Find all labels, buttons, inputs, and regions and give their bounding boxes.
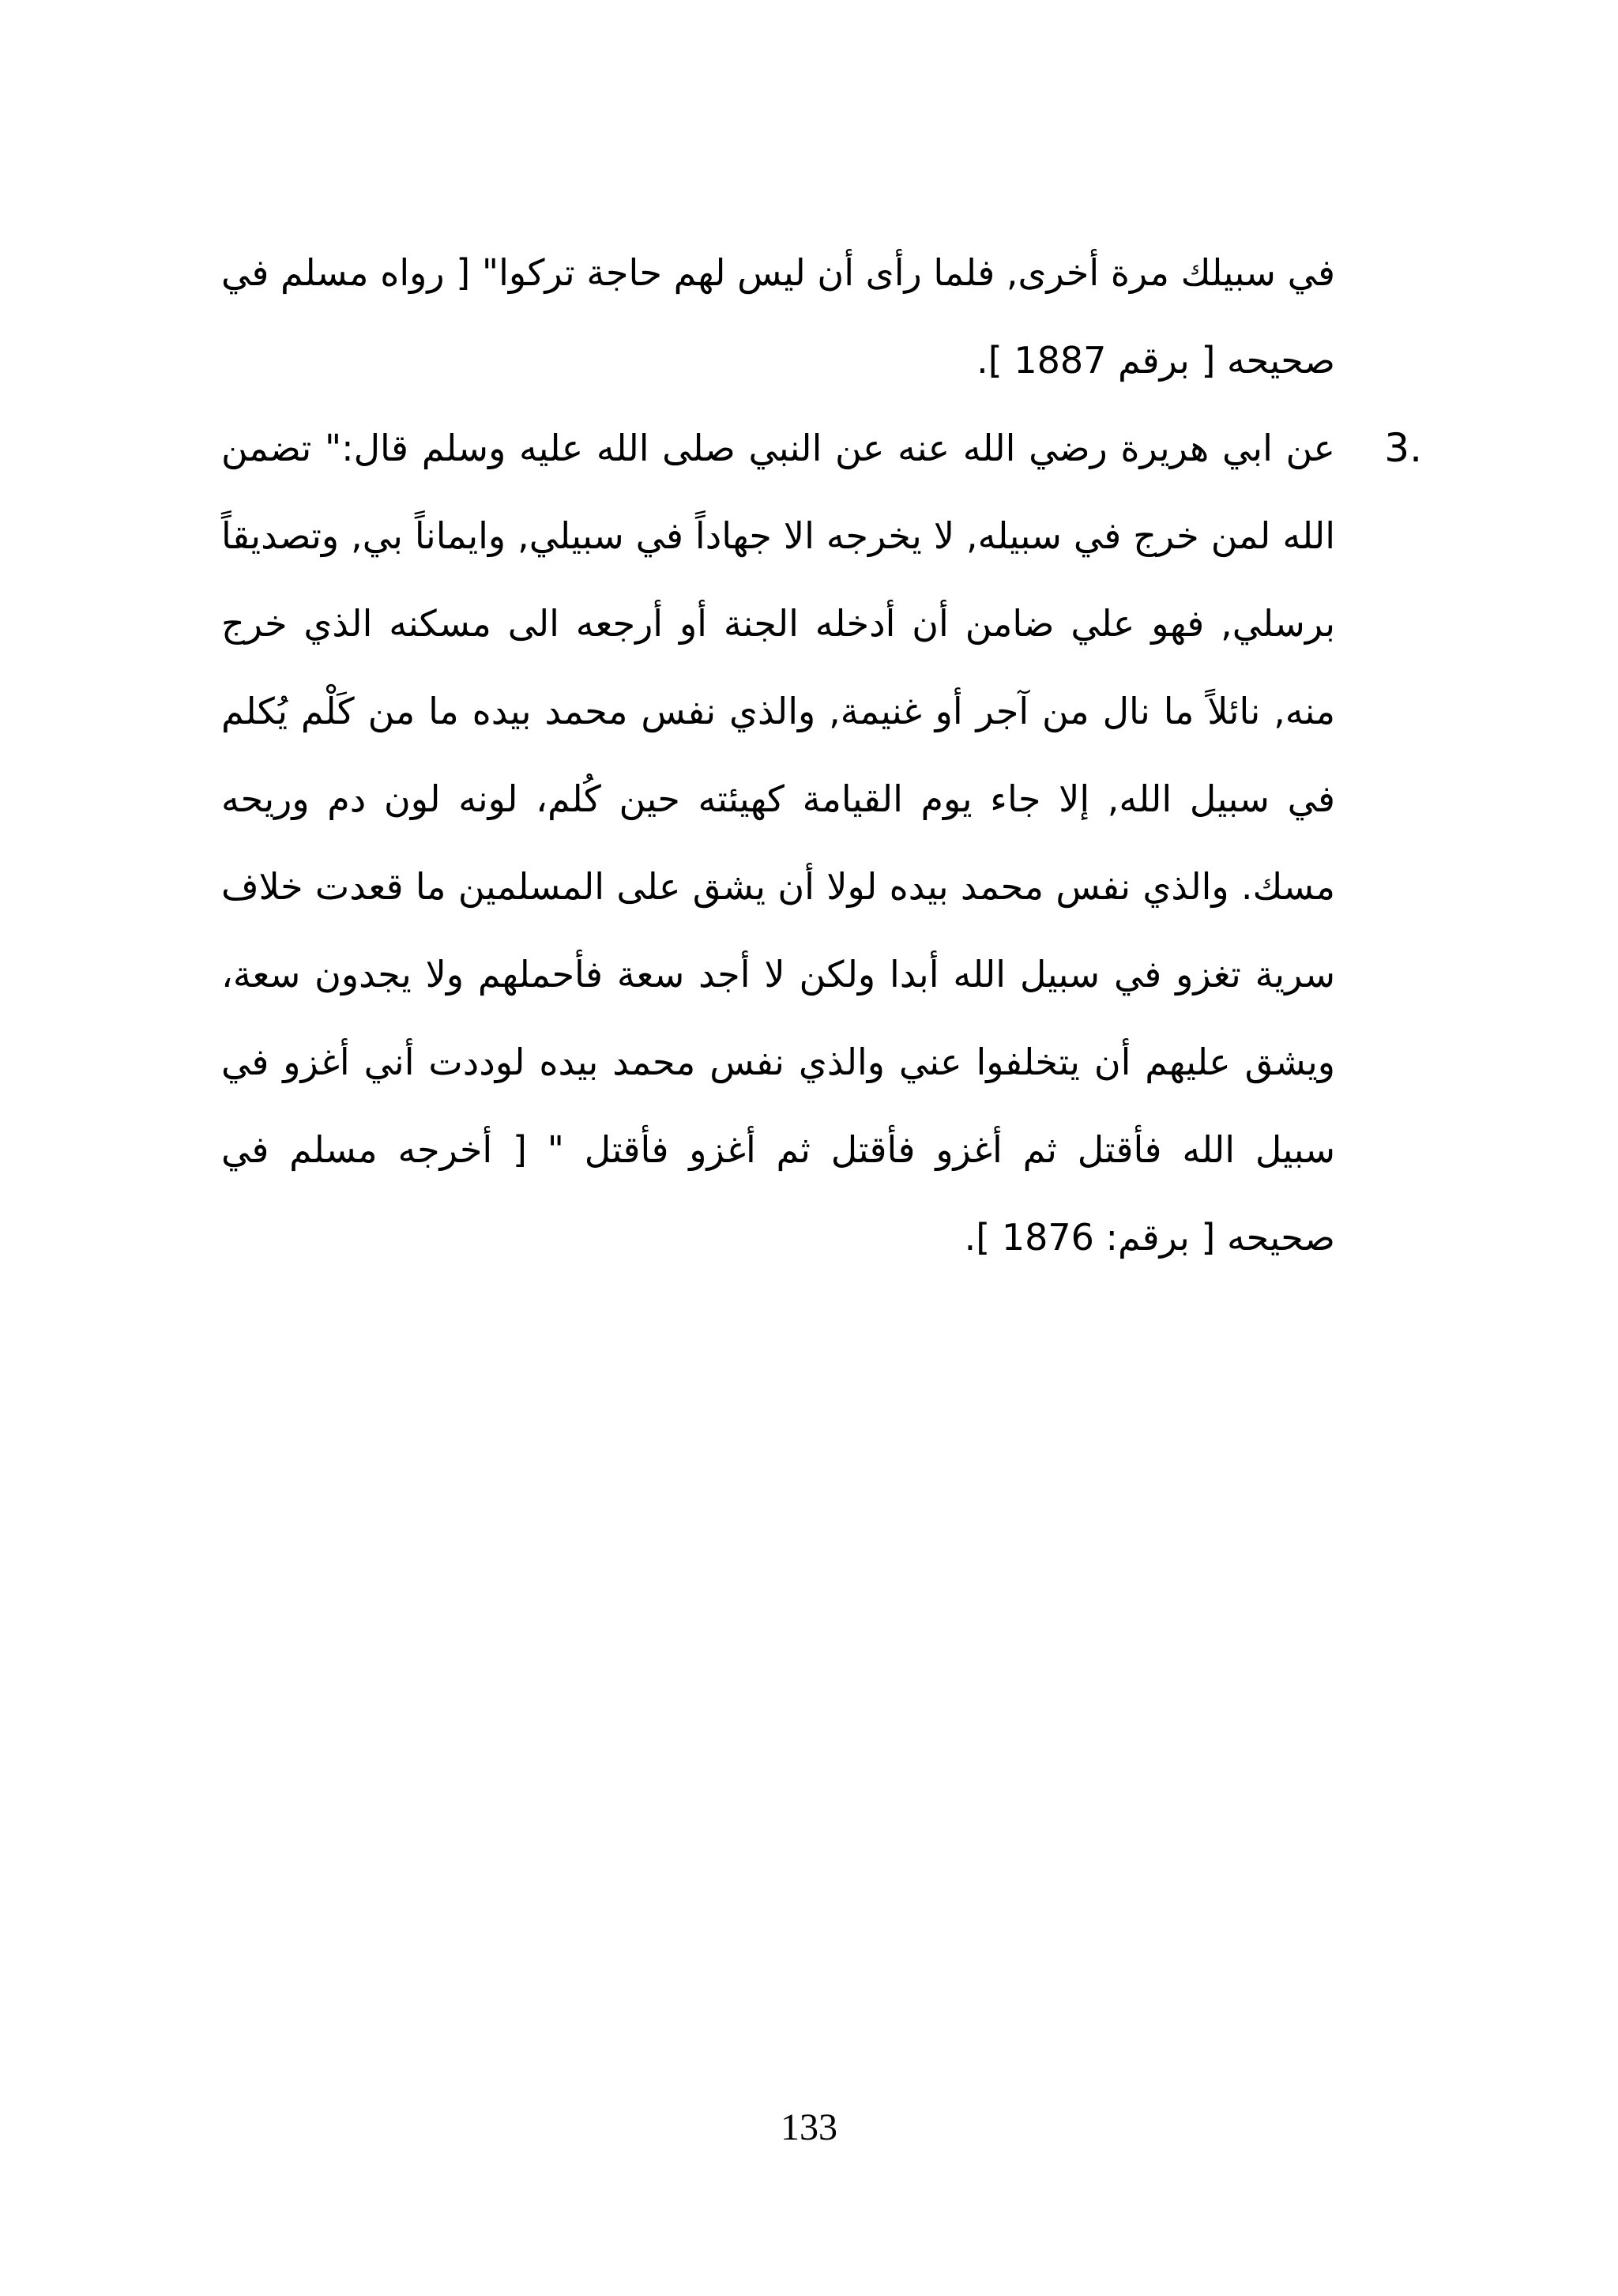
hadith-text: عن ابي هريرة رضي الله عنه عن النبي صلى الله عليه وسلم قال:" تضمن الله لمن خرج في سبيله, لا يخرجه الا جهاداً في سبيلي, وايماناً بي, وتصديقاً برسلي, فهو علي ضامن أن أدخله الجنة أو أرجعه الى مسكنه الذي خرج منه, نائلاً ما نال من آجر أو غنيمة, والذي نفس محمد بيده ما من كَلْم يُكلم في سبيل الله, إلا جاء يوم القيامة كهيئته حين كُلم، لونه لون دم وريحه مسك. والذي نفس محمد بيده لولا أن يشق على المسلمين ما قعدت خلاف سرية تغزو في سبيل الله أبدا ولكن لا أجد سعة فأحملهم ولا يجدون سعة، ويشق عليهم أن يتخلفوا عني والذي نفس محمد بيده لوددت أني أغزو في سبيل الله فأقتل ثم أغزو فأقتل ثم أغزو فأقتل " [ أخرجه مسلم في صحيحه [ برقم: 1876 ].: [221, 427, 1335, 1259]
continuation-paragraph: في سبيلك مرة أخرى, فلما رأى أن ليس لهم حاجة تركوا" [ رواه مسلم في صحيحه [ برقم 1887 ].: [221, 251, 1335, 382]
list-item-number: 3.: [1384, 425, 1422, 471]
hadith-list-item: [221, 405, 1422, 1282]
page-number: 133: [781, 2106, 837, 2148]
